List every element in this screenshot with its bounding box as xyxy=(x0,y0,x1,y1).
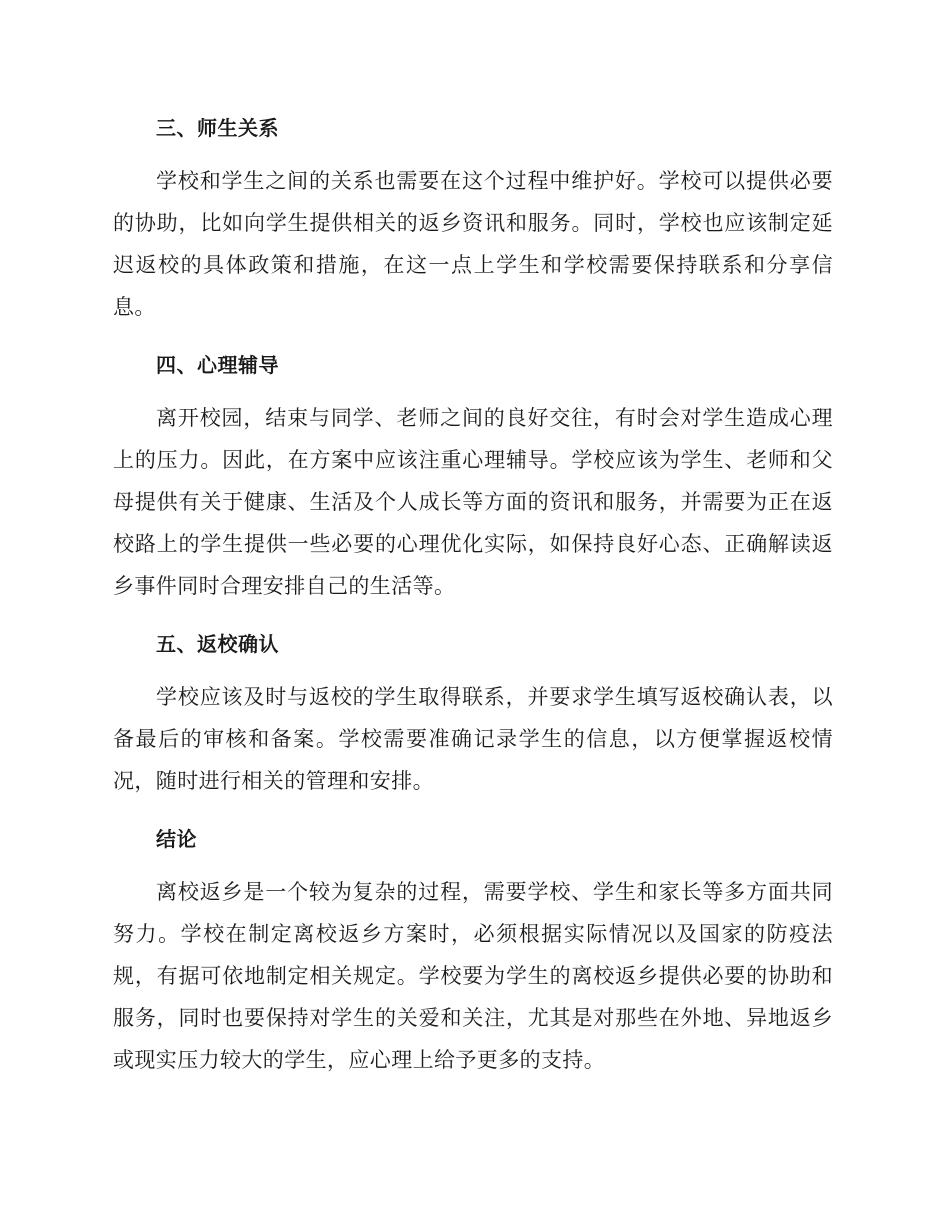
section-return-confirmation xyxy=(113,624,833,802)
section-heading: 结论 xyxy=(156,827,197,851)
section-paragraph: 学校应该及时与返校的学生取得联系，并要求学生填写返校确认表，以备最后的审核和备案。学校需要准确记录学生的信息，以方便掌握返校情况，随时进行相关的管理和安排。 xyxy=(113,685,833,793)
section-heading: 五、返校确认 xyxy=(156,632,279,656)
section-paragraph: 离校返乡是一个较为复杂的过程，需要学校、学生和家长等多方面共同努力。学校在制定离校返乡方案时，必须根据实际情况以及国家的防疫法规，有据可依地制定相关规定。学校要为学生的离校返乡提供必要的协助和服务，同时也要保持对学生的关爱和关注，尤其是对那些在外地、异地返乡或现实压力较大的学生，应心理上给予更多的支持。 xyxy=(113,880,833,1072)
section-paragraph: 学校和学生之间的关系也需要在这个过程中维护好。学校可以提供必要的协助，比如向学生提供相关的返乡资讯和服务。同时，学校也应该制定延迟返校的具体政策和措施，在这一点上学生和学校需要保持联系和分享信息。 xyxy=(113,169,833,319)
section-paragraph: 离开校园，结束与同学、老师之间的良好交往，有时会对学生造成心理上的压力。因此，在方案中应该注重心理辅导。学校应该为学生、老师和父母提供有关于健康、生活及个人成长等方面的资讯和服务，并需要为正在返校路上的学生提供一些必要的心理优化实际，如保持良好心态、正确解读返乡事件同时合理安排自己的生活等。 xyxy=(113,406,833,598)
section-teacher-student-relations xyxy=(113,108,833,328)
section-psychological-counseling xyxy=(113,345,833,607)
document-body xyxy=(113,108,833,1098)
section-conclusion xyxy=(113,819,833,1081)
section-heading: 四、心理辅导 xyxy=(156,353,279,377)
section-heading: 三、师生关系 xyxy=(156,116,279,140)
